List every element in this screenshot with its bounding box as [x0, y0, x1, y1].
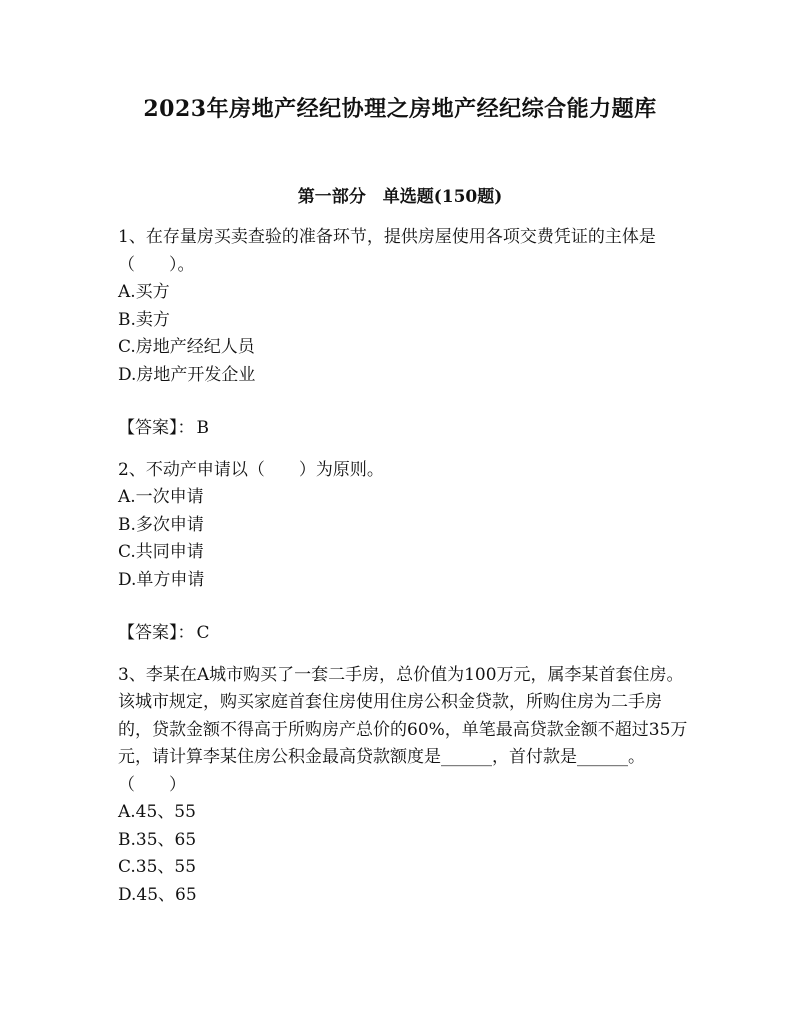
answer-line [118, 415, 688, 443]
option-a: A.买方 [118, 282, 170, 302]
question-text: 1、在存量房买卖查验的准备环节，提供房屋使用各项交费凭证的主体是（ ）。 [118, 227, 656, 275]
question-list [118, 224, 688, 909]
option-b: B.35、65 [118, 829, 197, 850]
option-b: B.卖方 [118, 309, 170, 330]
document-title: 2023年房地产经纪协理之房地产经纪综合能力题库 [143, 96, 657, 122]
option-d: D.单方申请 [118, 569, 205, 590]
option-d: D.房地产开发企业 [118, 364, 256, 385]
answer-line [118, 620, 688, 648]
option-b: B.多次申请 [118, 514, 204, 535]
answer-value: C [196, 623, 210, 643]
question-text: 3、李某在A城市购买了一套二手房，总价值为100万元，属李某首套住房。该城市规定，购买家庭首套住房使用住房公积金贷款，所购住房为二手房的，贷款金额不得高于所购房产总价的60%，单笔最高贷款金额不超过35万元，请计算李某住房公积金最高贷款额度是______，首付款是______。（ ） [118, 664, 688, 795]
option-d: D.45、65 [118, 884, 197, 905]
option-a: A.45、55 [118, 802, 196, 822]
question-3 [118, 662, 688, 910]
answer-label: 【答案】： [118, 418, 195, 438]
option-c: C.共同申请 [118, 542, 204, 562]
section-heading: 第一部分 单选题(150题) [297, 187, 503, 207]
option-c: C.房地产经纪人员 [118, 337, 255, 357]
question-text: 2、不动产申请以（ ）为原则。 [118, 459, 384, 480]
option-a: A.一次申请 [118, 487, 204, 507]
question-1 [118, 224, 688, 443]
answer-label: 【答案】： [118, 623, 195, 643]
option-c: C.35、55 [118, 857, 197, 877]
question-2 [118, 457, 688, 648]
answer-value: B [196, 418, 209, 438]
